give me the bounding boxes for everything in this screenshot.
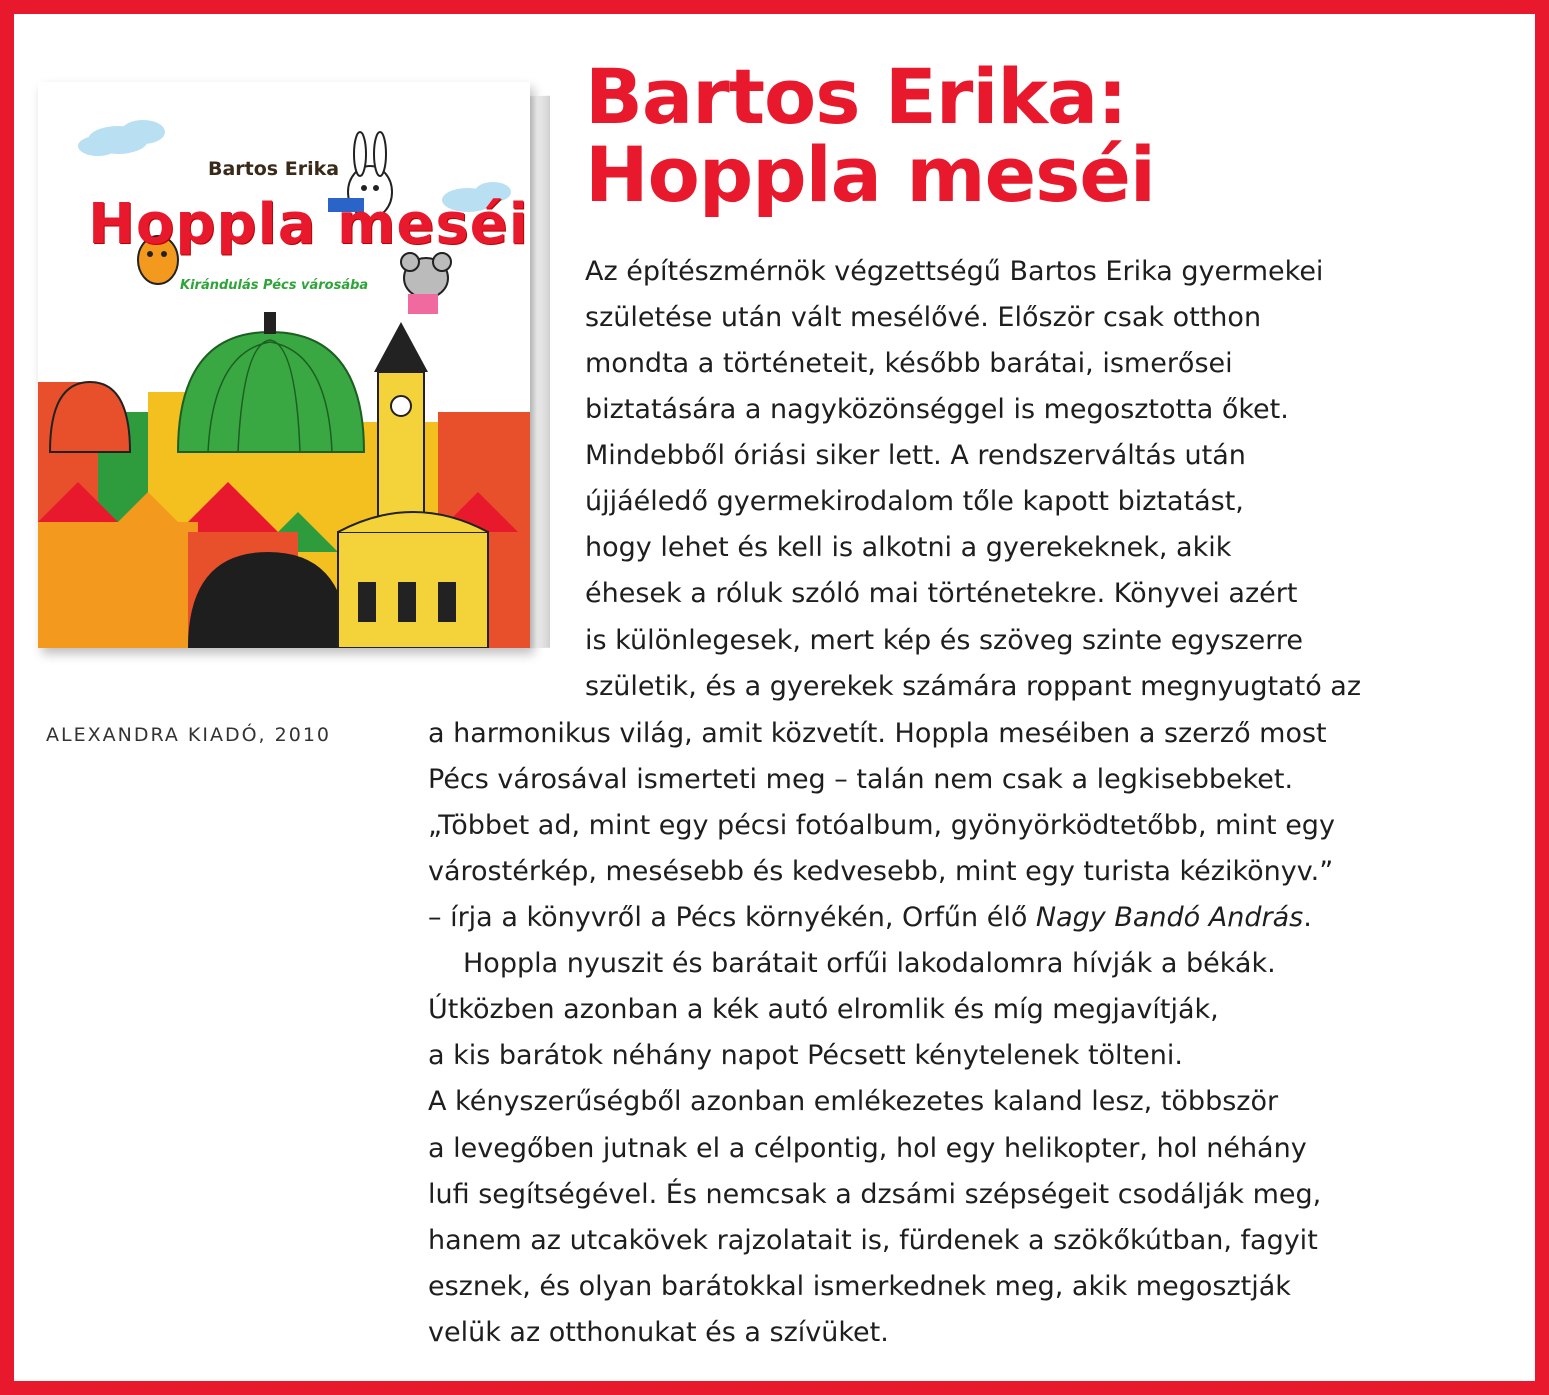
body-line: esznek, és olyan barátokkal ismerkednek meg, akik megosztják [428, 1271, 1291, 1302]
body-line: a kis barátok néhány napot Pécsett kénytelenek tölteni. [428, 1040, 1183, 1071]
publisher-caption: ALEXANDRA KIADÓ, 2010 [46, 724, 331, 746]
body-line: várostérkép, mesésebb és kedvesebb, mint egy turista kézikönyv.” [428, 856, 1334, 887]
body-line: Az építészmérnök végzettségű Bartos Erika gyermekei [585, 256, 1324, 287]
article-title [585, 52, 1155, 219]
book-spine [528, 96, 550, 648]
title-line-1: Bartos Erika: [585, 52, 1127, 141]
cover-title: Hoppla meséi [88, 192, 529, 257]
body-line: születése után vált mesélővé. Először csak otthon [585, 302, 1262, 333]
quote-suffix: . [1303, 902, 1312, 933]
body-line: lufi segítségével. És nemcsak a dzsámi szépségeit csodálják meg, [428, 1179, 1322, 1210]
body-line: Pécs városával ismerteti meg – talán nem csak a legkisebbeket. [428, 764, 1294, 795]
cover-author: Bartos Erika [208, 158, 340, 180]
body-line: A kényszerűségből azonban emlékezetes kaland lesz, többször [428, 1086, 1279, 1117]
body-line: hogy lehet és kell is alkotni a gyerekeknek, akik [585, 532, 1232, 563]
body-line: éhesek a róluk szóló mai történetekre. Könyvei azért [585, 578, 1298, 609]
quote-author: Nagy Bandó András [1035, 902, 1304, 933]
body-line: Mindebből óriási siker lett. A rendszerváltás után [585, 440, 1246, 471]
body-line: a harmonikus világ, amit közvetít. Hoppla meséiben a szerző most [428, 718, 1327, 749]
body-line: születik, és a gyerekek számára roppant megnyugtató az [585, 671, 1362, 702]
body-line: Hoppla nyuszit és barátait orfűi lakodalomra hívják a békák. [463, 948, 1276, 979]
cover-subtitle: Kirándulás Pécs városába [180, 278, 369, 293]
quote-attribution-line [428, 903, 1312, 933]
book-front [38, 82, 530, 648]
body-line: Útközben azonban a kék autó elromlik és míg megjavítják, [428, 994, 1219, 1025]
body-line: a levegőben jutnak el a célpontig, hol egy helikopter, hol néhány [428, 1133, 1307, 1164]
body-line: mondta a történeteit, később barátai, ismerősei [585, 348, 1233, 379]
body-line: „Többet ad, mint egy pécsi fotóalbum, gyönyörködtetőbb, mint egy [428, 810, 1335, 841]
book-cover-image [38, 82, 550, 654]
body-line: velük az otthonukat és a szívüket. [428, 1317, 889, 1348]
body-line: biztatására a nagyközönséggel is megosztotta őket. [585, 394, 1289, 425]
title-line-2: Hoppla meséi [585, 130, 1155, 219]
body-line: hanem az utcakövek rajzolatait is, fürdenek a szökőkútban, fagyit [428, 1225, 1318, 1256]
quote-prefix: – írja a könyvről a Pécs környékén, Orfűn élő [428, 902, 1036, 933]
body-line: újjáéledő gyermekirodalom tőle kapott biztatást, [585, 486, 1244, 517]
body-line: is különlegesek, mert kép és szöveg szinte egyszerre [585, 625, 1304, 656]
